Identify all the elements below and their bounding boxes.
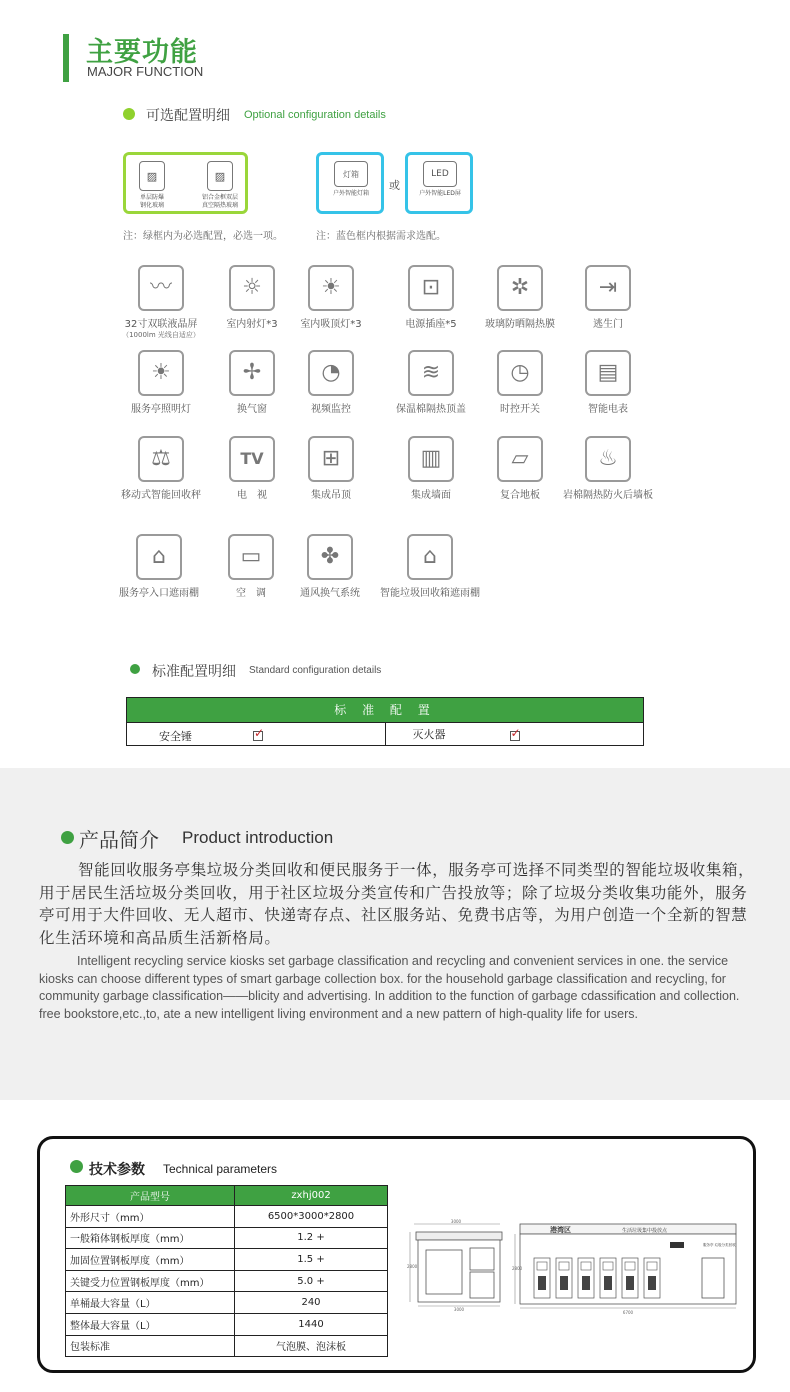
- table-header-row: [66, 1186, 388, 1206]
- section-bullet-icon: [130, 664, 140, 674]
- param-name-cell: 整体最大容量（L）: [66, 1313, 235, 1335]
- feature-item: [276, 265, 386, 331]
- checkbox-icon: [510, 726, 521, 741]
- check-mark-icon: ✓: [254, 726, 265, 740]
- option-label: 单层防爆 钢化玻璃: [139, 194, 164, 209]
- param-name-cell: 外形尺寸（mm）: [66, 1206, 235, 1228]
- feature-label: 电源插座*5: [405, 319, 457, 330]
- param-name-cell: 包装标准: [66, 1335, 235, 1357]
- led-screen-icon: LED: [423, 161, 457, 187]
- front-dim-bottom: 6700: [622, 1310, 634, 1315]
- integrated-ceiling-icon: ⊞: [308, 436, 354, 482]
- optional-config-title: 可选配置明细: [146, 108, 230, 124]
- standard-item-label: 灭火器: [412, 728, 446, 741]
- standard-item-cell: [127, 723, 385, 745]
- feature-item: [276, 436, 386, 502]
- standard-config-title-en: Standard configuration details: [249, 665, 382, 676]
- front-view-drawing: [512, 1218, 742, 1316]
- section-bullet-icon: [61, 831, 74, 844]
- table-row: [66, 1335, 388, 1357]
- cctv-camera-icon: ◔: [308, 350, 354, 396]
- optional-config-title-en: Optional configuration details: [244, 109, 386, 121]
- feature-label: 逃生门: [593, 319, 623, 330]
- option-double-glass: [192, 161, 248, 210]
- feature-label: 32寸双联液晶屏: [124, 319, 198, 330]
- light-box-option: [316, 152, 384, 214]
- feature-label: 通风换气系统: [300, 588, 360, 599]
- bin-canopy-icon: ⌂: [407, 534, 453, 580]
- bin-icon: [560, 1276, 568, 1290]
- fireproof-wall-icon: ♨: [585, 436, 631, 482]
- param-value-cell: 气泡膜、泡沫板: [235, 1335, 388, 1357]
- table-row: [66, 1206, 388, 1228]
- dim-left: 2800: [407, 1264, 418, 1269]
- page-subtitle: MAJOR FUNCTION: [87, 64, 204, 79]
- intro-title-en: Product introduction: [182, 828, 334, 847]
- timer-switch-icon: ◷: [497, 350, 543, 396]
- option-led-screen: [412, 161, 468, 198]
- param-value-cell: 5.0 +: [235, 1270, 388, 1292]
- option-label: 铝合金框双层 真空隔热玻璃: [201, 194, 238, 209]
- intro-title: 产品简介: [79, 828, 159, 852]
- feature-sublabel: （1000lm 光线自适应）: [122, 331, 200, 339]
- tech-title-en: Technical parameters: [163, 1162, 278, 1176]
- feature-item: [553, 265, 663, 331]
- kiosk-light-icon: ☀: [138, 350, 184, 396]
- table-row: [66, 1313, 388, 1335]
- standard-config-title: 标准配置明细: [152, 664, 236, 680]
- light-box-icon: 灯箱: [334, 161, 368, 187]
- tech-title: 技术参数: [89, 1162, 145, 1178]
- feature-item: [553, 436, 663, 502]
- param-name-cell: 单桶最大容量（L）: [66, 1292, 235, 1314]
- tech-params-table: [65, 1185, 388, 1357]
- side-view-drawing: [404, 1218, 506, 1312]
- front-sign-right: 生活垃圾集中投放点: [622, 1228, 668, 1234]
- table-header-cell: zxhj002: [235, 1186, 388, 1206]
- service-panel-text: 服务亭 垃圾分类回收: [703, 1243, 736, 1247]
- bin-icon: [538, 1276, 546, 1290]
- param-value-cell: 1.5 +: [235, 1249, 388, 1271]
- feature-label: 电 视: [237, 490, 267, 501]
- integrated-wall-icon: ▥: [408, 436, 454, 482]
- option-light-box: [323, 161, 379, 198]
- entrance-canopy-icon: ⌂: [136, 534, 182, 580]
- feature-label: 空 调: [236, 588, 266, 599]
- param-name-cell: 一般箱体钢板厚度（mm）: [66, 1227, 235, 1249]
- feature-item: [553, 350, 663, 416]
- power-socket-icon: ⊡: [408, 265, 454, 311]
- feature-label: 服务亭入口遮雨棚: [119, 588, 199, 599]
- page-title: 主要功能: [86, 37, 198, 68]
- air-conditioner-icon: ▭: [228, 534, 274, 580]
- smart-meter-icon: ▤: [585, 350, 631, 396]
- feature-label: 换气窗: [237, 404, 267, 415]
- dim-top: 3000: [450, 1219, 462, 1224]
- glass-panel-icon: ▨: [139, 161, 165, 191]
- table-header-cell: 产品型号: [66, 1186, 235, 1206]
- feature-label: 集成墙面: [411, 490, 451, 501]
- recycling-scale-icon: ⚖: [138, 436, 184, 482]
- sun-film-icon: ✲: [497, 265, 543, 311]
- table-row: [66, 1292, 388, 1314]
- bin-icon: [604, 1276, 612, 1290]
- feature-label: 玻璃防晒隔热膜: [485, 319, 555, 330]
- standard-item-cell: [385, 723, 644, 745]
- table-row: [66, 1249, 388, 1271]
- check-mark-icon: ✓: [510, 726, 521, 740]
- feature-label: 复合地板: [500, 490, 540, 501]
- standard-config-table: [126, 697, 644, 746]
- feature-label: 移动式智能回收秤: [121, 490, 201, 501]
- front-sign-left: 港湾区: [550, 1226, 571, 1234]
- dim-bottom: 3000: [453, 1307, 465, 1312]
- intro-text-cn: 智能回收服务亭集垃圾分类回收和便民服务于一体，服务亭可选择不同类型的智能垃圾收集箱，用于居民生活垃圾分类回收，用于社区垃圾分类宣传和广告投放等；除了垃圾分类收集功能外，服务亭可用于大件回收、无人超市、快递寄存点、社区服务站、免费书店等，为用户创造一个全新的智慧化生活环境和高品质生活新格局。: [39, 861, 755, 947]
- spotlight-icon: ☼: [229, 265, 275, 311]
- or-label: 或: [389, 179, 400, 192]
- section-bullet-icon: [70, 1160, 83, 1173]
- feature-label: 保温棉隔热顶盖: [396, 404, 466, 415]
- param-value-cell: 1.2 +: [235, 1227, 388, 1249]
- feature-item: [276, 350, 386, 416]
- feature-label: 室内射灯*3: [226, 319, 278, 330]
- checkbox-icon: [253, 726, 265, 741]
- led-screen-option: [405, 152, 473, 214]
- bin-icon: [582, 1276, 590, 1290]
- ventilation-system-icon: ✤: [307, 534, 353, 580]
- param-name-cell: 关键受力位置钢板厚度（mm）: [66, 1270, 235, 1292]
- insulated-roof-icon: ≋: [408, 350, 454, 396]
- param-value-cell: 1440: [235, 1313, 388, 1335]
- note-optional: 注：蓝色框内根据需求选配。: [316, 231, 446, 242]
- feature-label: 视频监控: [311, 404, 351, 415]
- feature-label: 时控开关: [500, 404, 540, 415]
- dual-lcd-screen-icon: 〰: [138, 265, 184, 311]
- standard-config-header: 标 准 配 置: [127, 698, 643, 722]
- param-value-cell: 6500*3000*2800: [235, 1206, 388, 1228]
- ceiling-light-icon: ☀: [308, 265, 354, 311]
- section-bullet-icon: [123, 108, 135, 120]
- ventilation-fan-icon: ✢: [229, 350, 275, 396]
- emergency-exit-icon: ⇥: [585, 265, 631, 311]
- feature-label: 智能电表: [588, 404, 628, 415]
- feature-item: [275, 534, 385, 600]
- header-accent-bar: [63, 34, 69, 82]
- front-dim-left: 2800: [512, 1266, 523, 1271]
- standard-item-label: 安全锤: [159, 730, 192, 743]
- bin-icon: [648, 1276, 656, 1290]
- option-label: 户外智能灯箱: [332, 190, 369, 197]
- feature-label: 岩棉隔热防火后墙板: [563, 490, 653, 501]
- option-label: 户外智能LED屏: [419, 190, 461, 197]
- intro-text-en: Intelligent recycling service kiosks set garbage classification and recycling and convenient services in one. the service kiosks can choose different types of smart garbage collection box. for the household garbage classification and recycling, for community garbage classification——blicity and advertising. In addition to the function of garbage cdassification and collection. free bookstore,etc.,to, ate a new intelligent living environment and a new pattern of high-quality life for users.: [39, 954, 740, 1021]
- double-glass-icon: ▨: [207, 161, 233, 191]
- table-row: [66, 1227, 388, 1249]
- param-name-cell: 加固位置钢板厚度（mm）: [66, 1249, 235, 1271]
- feature-item: [375, 534, 485, 600]
- option-single-glass: [134, 161, 170, 210]
- param-value-cell: 240: [235, 1292, 388, 1314]
- feature-label: 室内吸顶灯*3: [300, 319, 362, 330]
- table-row: [127, 722, 643, 745]
- note-required: 注：绿框内为必选配置，必选一项。: [123, 231, 283, 242]
- feature-label: 服务亭照明灯: [131, 404, 191, 415]
- composite-floor-icon: ▱: [497, 436, 543, 482]
- required-options-box: [123, 152, 248, 214]
- bin-icon: [626, 1276, 634, 1290]
- feature-label: 智能垃圾回收箱遮雨棚: [380, 588, 480, 599]
- tv-icon: TV: [229, 436, 275, 482]
- feature-label: 集成吊顶: [311, 490, 351, 501]
- table-row: [66, 1270, 388, 1292]
